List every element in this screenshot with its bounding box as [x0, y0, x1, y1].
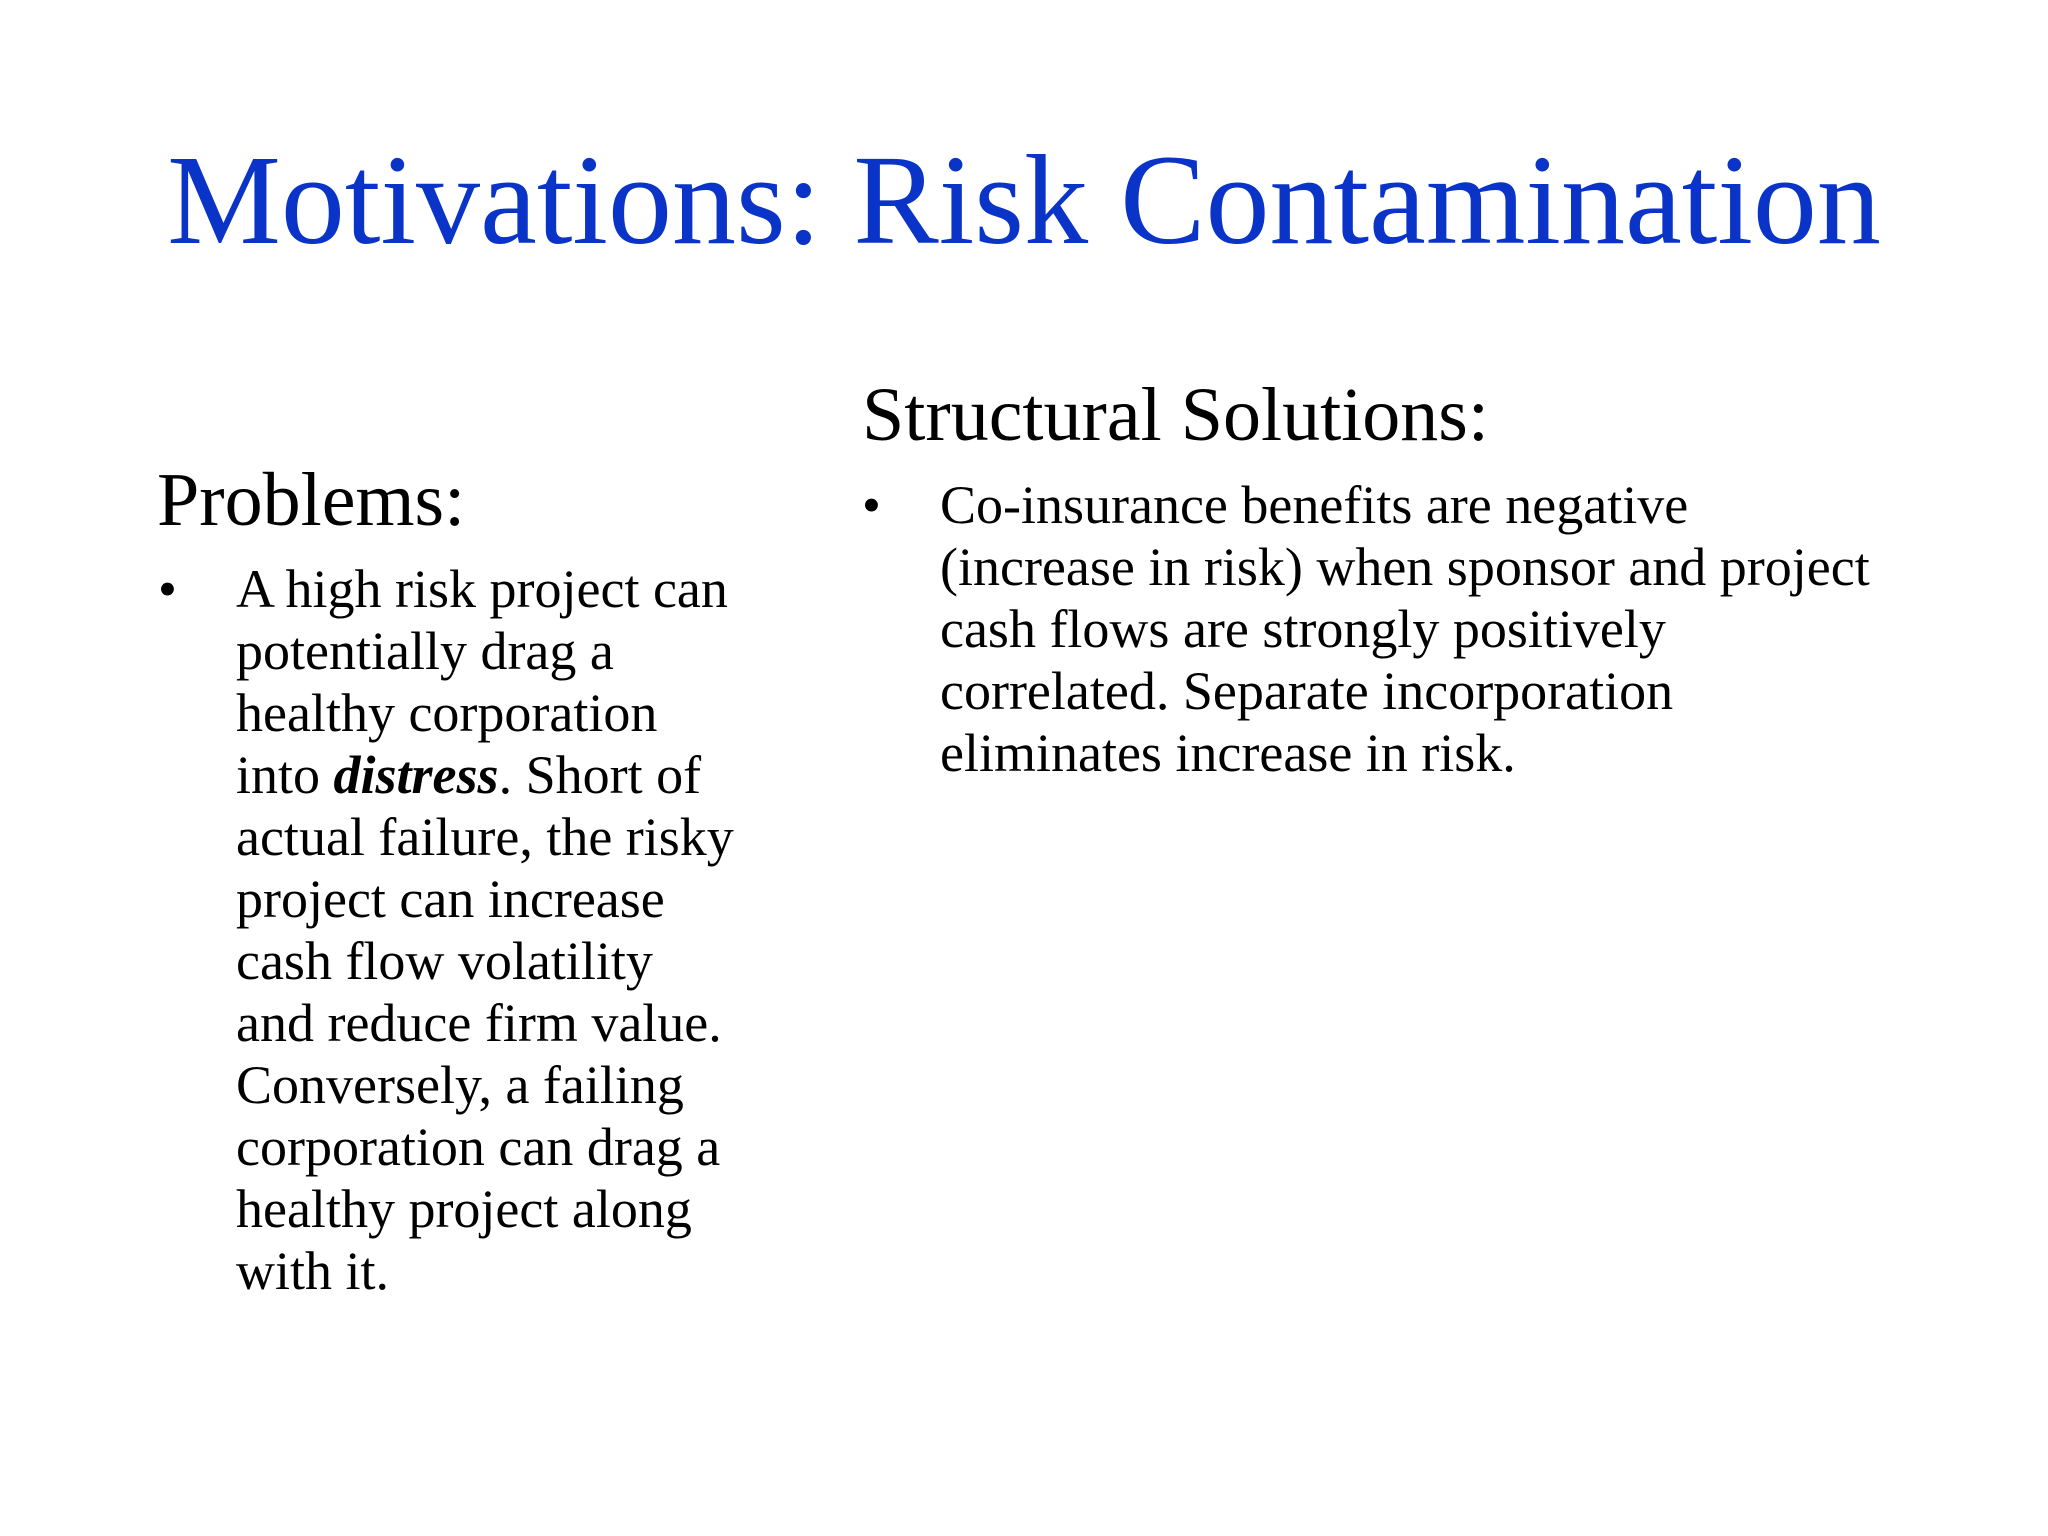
problems-line: actual failure, the risky: [236, 807, 734, 867]
problems-line: corporation can drag a: [236, 1117, 721, 1177]
problems-line: potentially drag a: [236, 621, 614, 681]
problems-line: healthy corporation: [236, 683, 658, 743]
solutions-heading: Structural Solutions:: [862, 373, 1489, 457]
solutions-bullet-icon: •: [862, 475, 881, 535]
solutions-line: correlated. Separate incorporation: [940, 661, 1674, 721]
problems-line: and reduce firm value.: [236, 993, 722, 1053]
distress-emphasis: distress: [333, 745, 499, 805]
problems-line: project can increase: [236, 869, 665, 929]
slide-title: Motivations: Risk Contamination: [167, 129, 1881, 271]
solutions-line: cash flows are strongly positively: [940, 599, 1666, 659]
problems-line: healthy project along: [236, 1179, 692, 1239]
problems-line: A high risk project can: [236, 559, 728, 619]
problems-line-suffix: . Short of: [498, 745, 702, 805]
solutions-line: Co-insurance benefits are negative: [940, 475, 1689, 535]
problems-line: with it.: [236, 1241, 390, 1301]
problems-heading: Problems:: [157, 458, 466, 542]
problems-line: cash flow volatility: [236, 931, 653, 991]
problems-bullet-text: [236, 558, 734, 1302]
problems-line: [236, 744, 734, 806]
solutions-line: (increase in risk) when sponsor and project: [940, 537, 1870, 597]
solutions-line: eliminates increase in risk.: [940, 723, 1516, 783]
problems-line-prefix: into: [236, 745, 334, 805]
problems-line: Conversely, a failing: [236, 1055, 684, 1115]
solutions-bullet-text: [940, 474, 1870, 784]
problems-bullet-icon: •: [158, 559, 177, 619]
